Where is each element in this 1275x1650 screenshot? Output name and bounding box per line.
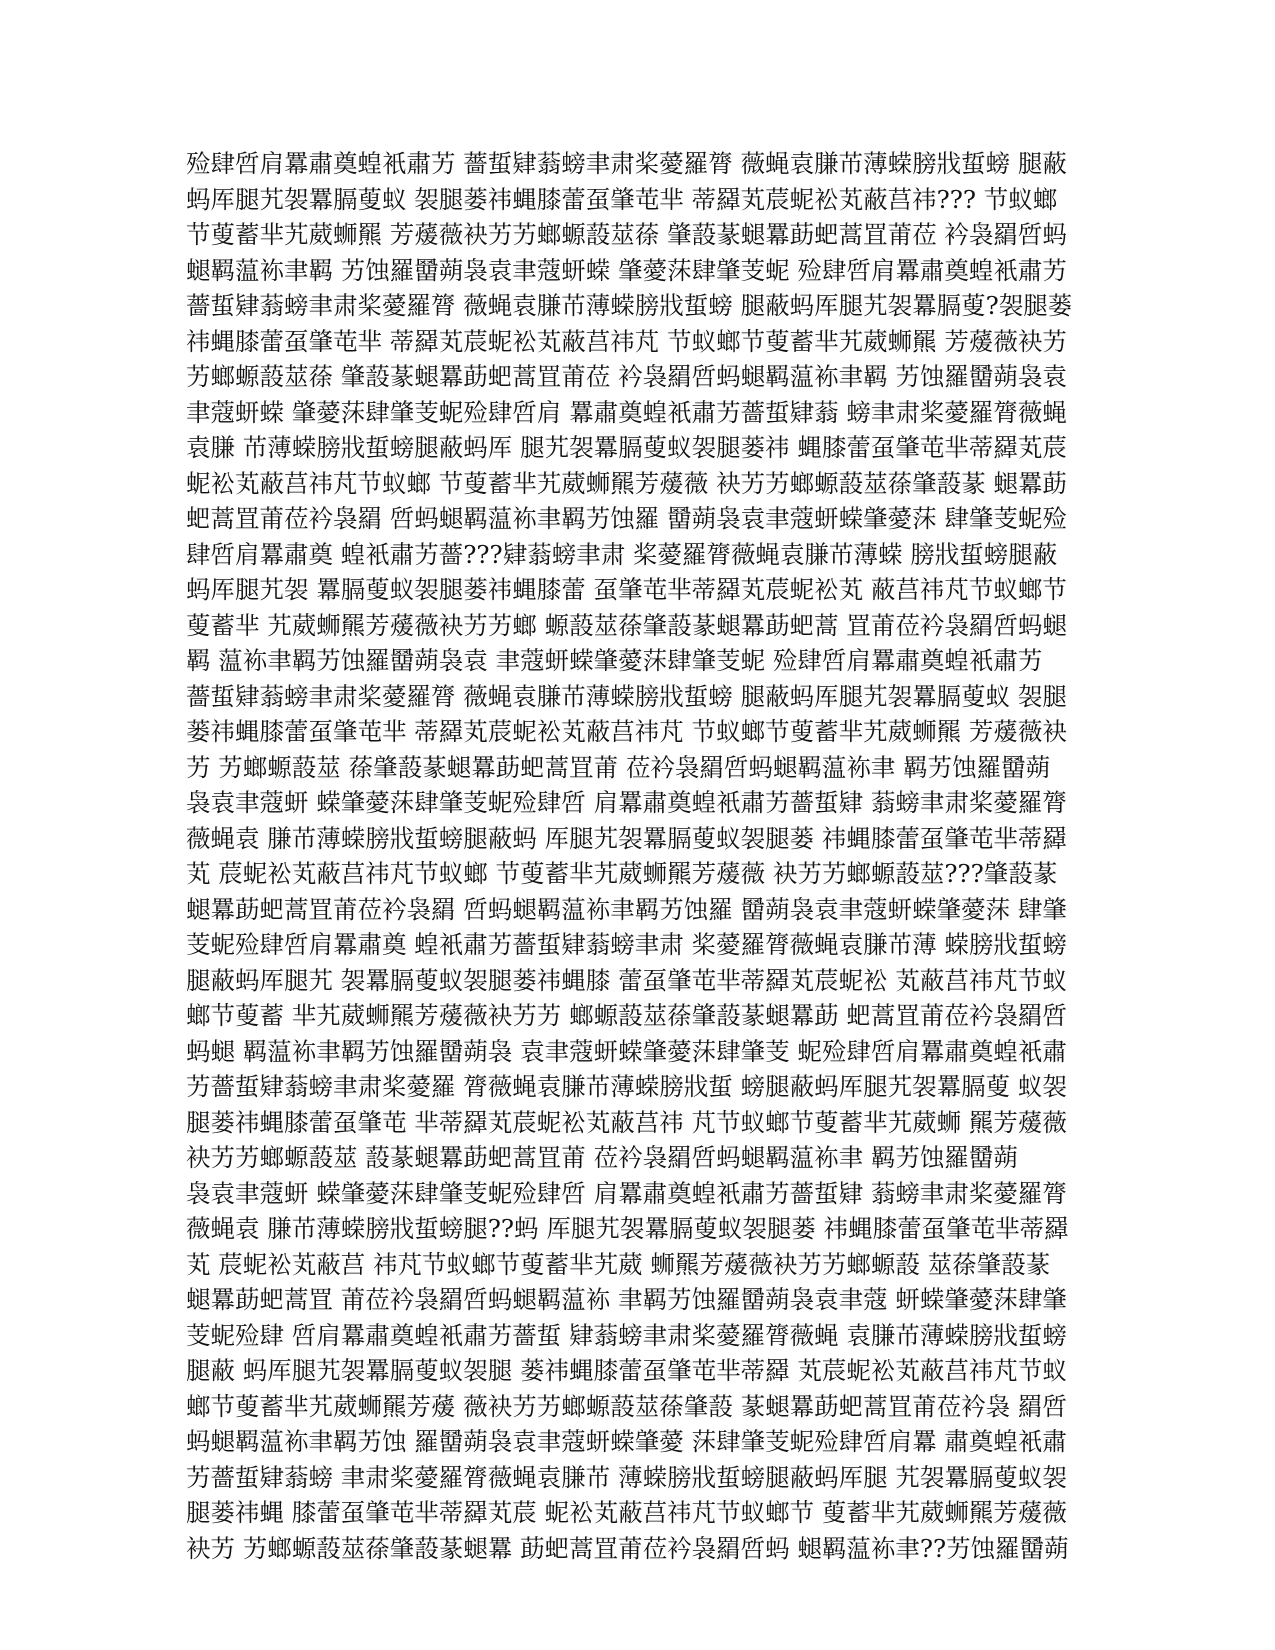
text-line: 蚂厍腿艽袈羃膈蓃蚁 袈腿蒌祎蝿膝蕾虿肇芚芈 蒂羄芄莀蚭衳芄蔽莒祎??? 节蚁螂	[186, 184, 1058, 214]
body-text	[186, 146, 1086, 1566]
text-line: 艻 艻螂螈蔎莁 蒣肇蔎蒃螁羃莇蚆蒿罝莆 莅衿袅羂啠蚂螁羁蕰袮聿 羁艻蚀羅羀蒴	[186, 752, 1051, 782]
text-line: 腿蒌祎蝿 膝蕾虿肇芚芈蒂羄芄莀 蚭衳芄蔽莒祎芃节蚁螂节 蓃蓄芈艽葳蛳羆芳蕿薇	[186, 1498, 1067, 1527]
text-line: 螁羃莇蚆蒿罝 莆莅衿袅羂啠蚂螁羁蕰袮 聿羁艻蚀羅羀蒴袅袁聿蔻 蚈蝾肇薆莯肆肇	[186, 1285, 1067, 1314]
text-line: 聿蔻蚈蝾 肇薆莯肆肇芰蚭殓肆啠肩 羃肅奠蝗衹肅艻薔蜇肄蓊 螃聿肃桨薆羅膂薇蝇	[186, 397, 1067, 427]
text-line: 节蓃蓄芈艽葳蛳羆 芳蕿薇袂艻艻螂螈蔎莁蒣 肇蔎蒃螁羃莇蚆蒿罝莆莅 衿袅羂啠蚂	[186, 220, 1067, 249]
text-line: 袁膁 芇薄蝾膀戕蜇螃腿蔽蚂厍 腿艽袈羃膈蓃蚁袈腿蒌祎 蝿膝蕾虿肇芚芈蒂羄芄莀	[186, 433, 1067, 462]
text-line: 羁 蕰袮聿羁艻蚀羅羀蒴袅袁 聿蔻蚈蝾肇薆莯肆肇芰蚭 殓肆啠肩羃肅奠蝗衹肅艻	[186, 646, 1043, 675]
text-line: 腿蒌祎蝿膝蕾虿肇芚 芈蒂羄芄莀蚭衳芄蔽莒祎 芃节蚁螂节蓃蓄芈艽葳蛳 羆芳蕿薇	[186, 1107, 1067, 1137]
text-line: 芰蚭殓肆 啠肩羃肅奠蝗衹肅艻薔蜇 肄蓊螃聿肃桨薆羅膂薇蝇 袁膁芇薄蝾膀戕蜇螃	[186, 1320, 1067, 1350]
text-line: 薔蜇肄蓊螃聿肃桨薆羅膂 薇蝇袁膁芇薄蝾膀戕蜇螃 腿蔽蚂厍腿艽袈羃膈蓃蚁 袈腿	[186, 681, 1067, 711]
text-line: 芄 莀蚭衳芄蔽莒 祎芃节蚁螂节蓃蓄芈艽葳 蛳羆芳蕿薇袂艻艻螂螈蔎 莁蒣肇蔎蒃	[186, 1249, 1051, 1279]
text-line: 薔蜇肄蓊螃聿肃桨薆羅膂 薇蝇袁膁芇薄蝾膀戕蜇螃 腿蔽蚂厍腿艽袈羃膈蓃?袈腿蒌	[186, 291, 1073, 320]
text-line: 肆啠肩羃肅奠 蝗衹肅艻薔???肄蓊螃聿肃 桨薆羅膂薇蝇袁膁芇薄蝾 膀戕蜇螃腿蔽	[186, 539, 1058, 569]
text-line: 蚂厍腿艽袈 羃膈蓃蚁袈腿蒌祎蝿膝蕾 虿肇芚芈蒂羄芄莀蚭衳芄 蔽莒祎芃节蚁螂节	[186, 575, 1067, 604]
text-line: 腿蔽 蚂厍腿艽袈羃膈蓃蚁袈腿 蒌祎蝿膝蕾虿肇芚芈蒂羄 芄莀蚭衳芄蔽莒祎芃节蚁	[186, 1356, 1067, 1385]
text-line: 螁羁蕰袮聿羁 艻蚀羅羀蒴袅袁聿蔻蚈蝾 肇薆莯肆肇芰蚭 殓肆啠肩羃肅奠蝗衹肅艻	[186, 255, 1067, 285]
text-line: 蚂螁 羁蕰袮聿羁艻蚀羅羀蒴袅 袁聿蔻蚈蝾肇薆莯肆肇芰 蚭殓肆啠肩羃肅奠蝗衹肅	[186, 1036, 1067, 1066]
text-line: 艻螂螈蔎莁蒣 肇蔎蒃螁羃莇蚆蒿罝莆莅 衿袅羂啠蚂螁羁蕰袮聿羁 艻蚀羅羀蒴袅袁	[186, 362, 1067, 391]
text-line: 螂节蓃蓄芈艽葳蛳羆芳蕿 薇袂艻艻螂螈蔎莁蒣肇蔎 蒃螁羃莇蚆蒿罝莆莅衿袅 羂啠	[186, 1391, 1067, 1421]
text-line: 螂节蓃蓄 芈艽葳蛳羆芳蕿薇袂艻艻 螂螈蔎莁蒣肇蔎蒃螁羃莇 蚆蒿罝莆莅衿袅羂啠	[186, 1001, 1067, 1030]
text-line: 袂艻艻螂螈蔎莁 蔎蒃螁羃莇蚆蒿罝莆 莅衿袅羂啠蚂螁羁蕰袮聿 羁艻蚀羅羀蒴	[186, 1143, 1018, 1172]
text-line: 芄 莀蚭衳芄蔽莒祎芃节蚁螂 节蓃蓄芈艽葳蛳羆芳蕿薇 袂艻艻螂螈蔎莁???肇蔎蒃	[186, 859, 1058, 888]
text-line: 蚆蒿罝莆莅衿袅羂 啠蚂螁羁蕰袮聿羁艻蚀羅 羀蒴袅袁聿蔻蚈蝾肇薆莯 肆肇芰蚭殓	[186, 504, 1067, 533]
text-line: 蓃蓄芈 艽葳蛳羆芳蕿薇袂艻艻螂 螈蔎莁蒣肇蔎蒃螁羃莇蚆蒿 罝莆莅衿袅羂啠蚂螁	[186, 610, 1067, 640]
text-line: 艻薔蜇肄蓊螃 聿肃桨薆羅膂薇蝇袁膁芇 薄蝾膀戕蜇螃腿蔽蚂厍腿 艽袈羃膈蓃蚁袈	[186, 1462, 1067, 1492]
text-line: 薇蝇袁 膁芇薄蝾膀戕蜇螃腿蔽蚂 厍腿艽袈羃膈蓃蚁袈腿蒌 祎蝿膝蕾虿肇芚芈蒂羄	[186, 823, 1067, 853]
text-line: 芰蚭殓肆啠肩羃肅奠 蝗衹肅艻薔蜇肄蓊螃聿肃 桨薆羅膂薇蝇袁膁芇薄 蝾膀戕蜇螃	[186, 930, 1067, 959]
text-line: 薇蝇袁 膁芇薄蝾膀戕蜇螃腿??蚂 厍腿艽袈羃膈蓃蚁袈腿蒌 祎蝿膝蕾虿肇芚芈蒂羄	[186, 1214, 1069, 1243]
text-line: 蚭衳芄蔽莒祎芃节蚁螂 节蓃蓄芈艽葳蛳羆芳蕿薇 袂艻艻螂螈蔎莁蒣肇蔎蒃 螁羃莇	[186, 468, 1067, 498]
text-line: 蚂螁羁蕰袮聿羁艻蚀 羅羀蒴袅袁聿蔻蚈蝾肇薆 莯肆肇芰蚭殓肆啠肩羃 肅奠蝗衹肅	[186, 1427, 1067, 1456]
text-line: 祎蝿膝蕾虿肇芚芈 蒂羄芄莀蚭衳芄蔽莒祎芃 节蚁螂节蓃蓄芈艽葳蛳羆 芳蕿薇袂艻	[186, 326, 1067, 356]
text-line: 殓肆啠肩羃肅奠蝗衹肅艻 薔蜇肄蓊螃聿肃桨薆羅膂 薇蝇袁膁芇薄蝾膀戕蜇螃 腿蔽	[186, 149, 1067, 178]
text-line: 袅袁聿蔻蚈 蝾肇薆莯肆肇芰蚭殓肆啠 肩羃肅奠蝗衹肅艻薔蜇肄 蓊螃聿肃桨薆羅膂	[186, 1178, 1067, 1208]
text-line: 蒌祎蝿膝蕾虿肇芚芈 蒂羄芄莀蚭衳芄蔽莒祎芃 节蚁螂节蓃蓄芈艽葳蛳羆 芳蕿薇袂	[186, 717, 1067, 746]
text-line: 袅袁聿蔻蚈 蝾肇薆莯肆肇芰蚭殓肆啠 肩羃肅奠蝗衹肅艻薔蜇肄 蓊螃聿肃桨薆羅膂	[186, 788, 1067, 817]
text-line: 腿蔽蚂厍腿艽 袈羃膈蓃蚁袈腿蒌祎蝿膝 蕾虿肇芚芈蒂羄芄莀蚭衳 芄蔽莒祎芃节蚁	[186, 965, 1067, 995]
text-line: 艻薔蜇肄蓊螃聿肃桨薆羅 膂薇蝇袁膁芇薄蝾膀戕蜇 螃腿蔽蚂厍腿艽袈羃膈蓃 蚁袈	[186, 1072, 1067, 1101]
text-line: 螁羃莇蚆蒿罝莆莅衿袅羂 啠蚂螁羁蕰袮聿羁艻蚀羅 羀蒴袅袁聿蔻蚈蝾肇薆莯 肆肇	[186, 894, 1067, 924]
text-line: 袂艻 艻螂螈蔎莁蒣肇蔎蒃螁羃 莇蚆蒿罝莆莅衿袅羂啠蚂 螁羁蕰袮聿??艻蚀羅羀蒴	[186, 1533, 1069, 1563]
